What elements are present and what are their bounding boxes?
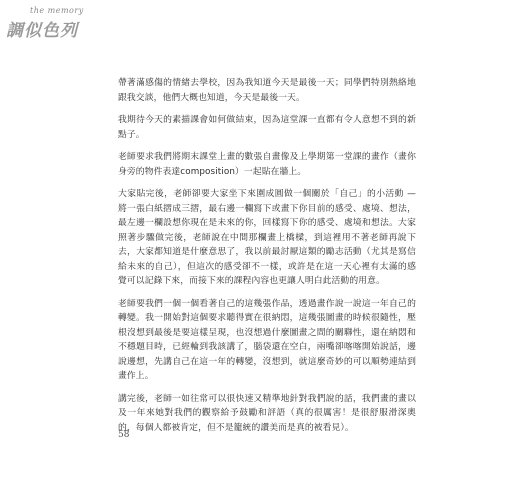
logo-subtitle: the memory [30,6,84,15]
page-number: 58 [118,430,130,440]
paragraph-5: 老師要我們一個一個看著自己的這幾張作品，透過畫作說一說這一年自己的轉變。我一開始對這個要求聽得實在很納悶，這幾張圖畫的時候很隨性，壓根沒想到最後是要這樣呈現，也沒想過什麼圖畫之間的關聯性，還在納悶和不穩題目時，已經輪到我該講了，腦袋還在空白，兩嘴卻喀喀開始說話，邊說邊想，先講自己在這一年的轉變，沒想到，就這麼奇妙的可以順勢連結到畫作上。 [118,298,416,381]
paragraph-6: 講完後，老師一如往常可以很快速又精準地針對我們說的話，我們畫的畫以及一年來她對我們的觀察給予鼓勵和評語（真的很厲害！是很舒服滑深奧的，每個人都被肯定，但不是籠統的讚美而是真的被看見）。 [118,393,416,433]
page-body [118,76,416,443]
paragraph-4: 大家貼完後，老師卻要大家坐下來圍成圓做一個關於「自己」的小活動 — 將一張白紙摺成三摺，最右邊一欄寫下或畫下你目前的感受、處境、想法，最左邊一欄設想你現在是未來的你，回樣寫下你的感受、處境和想法。大家照著步驟做完後，老師說在中間那欄畫上橋樑，到這裡用不著老師再說下去，大家都知道是什麼意思了，我以前最討厭這類的勵志活動（尤其是寫信給未來的自己），但這次的感受卻不一樣，或許是在這一天心裡有太滿的感覺可以記錄下來，而接下來的課程內容也更讓人明白此活動的用意。 [118,189,416,286]
paragraph-3: 老師要求我們將期末課堂上畫的數張自畫像及上學期第一堂課的畫作（畫你身旁的物件表達composition）一起貼在牆上。 [118,152,416,177]
book-logo [6,4,106,48]
paragraph-1: 帶著滿感傷的情緒去學校，因為我知道今天是最後一天；同學們特別熱絡地跟我交談，他們大概也知道，今天是最後一天。 [118,78,416,103]
logo-title: 調似色列 [6,21,78,41]
paragraph-2: 我期待今天的素描課會如何做結束，因為這堂課一直都有令人意想不到的新點子。 [118,115,416,140]
